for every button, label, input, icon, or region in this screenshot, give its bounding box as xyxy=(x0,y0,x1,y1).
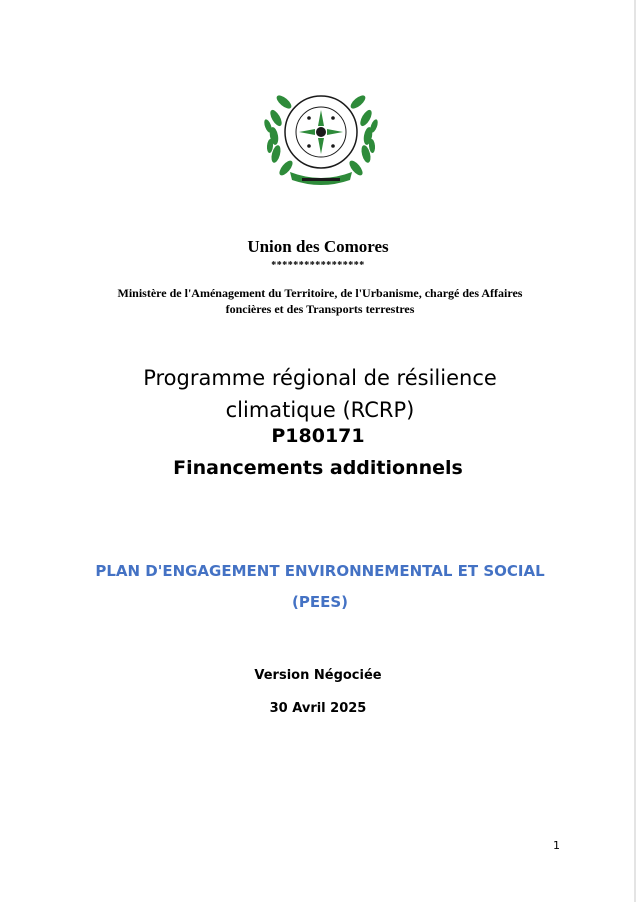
program-code: P180171 xyxy=(271,425,365,447)
program-title-line-1: Programme régional de résilience xyxy=(143,366,497,390)
ministry-line-2: foncières et des Transports terrestres xyxy=(225,302,415,316)
comoros-coat-of-arms-icon xyxy=(262,78,380,188)
program-subtitle: Financements additionnels xyxy=(173,457,463,479)
plan-title xyxy=(60,556,580,618)
plan-title-line-2: (PEES) xyxy=(291,593,348,611)
ministry-name xyxy=(80,285,560,317)
version-date: 30 Avril 2025 xyxy=(269,701,367,716)
program-title xyxy=(60,362,580,426)
program-title-line-2: climatique (RCRP) xyxy=(225,398,415,422)
plan-title-line-1: PLAN D'ENGAGEMENT ENVIRONNEMENTAL ET SOCIAL xyxy=(95,562,545,580)
ministry-line-1: Ministère de l'Aménagement du Territoire, de l'Urbanisme, chargé des Affaires xyxy=(117,286,523,300)
separator-stars: ***************** xyxy=(271,260,365,271)
version-label: Version Négociée xyxy=(254,668,382,683)
country-name: Union des Comores xyxy=(247,237,389,256)
page-number: 1 xyxy=(553,839,560,852)
